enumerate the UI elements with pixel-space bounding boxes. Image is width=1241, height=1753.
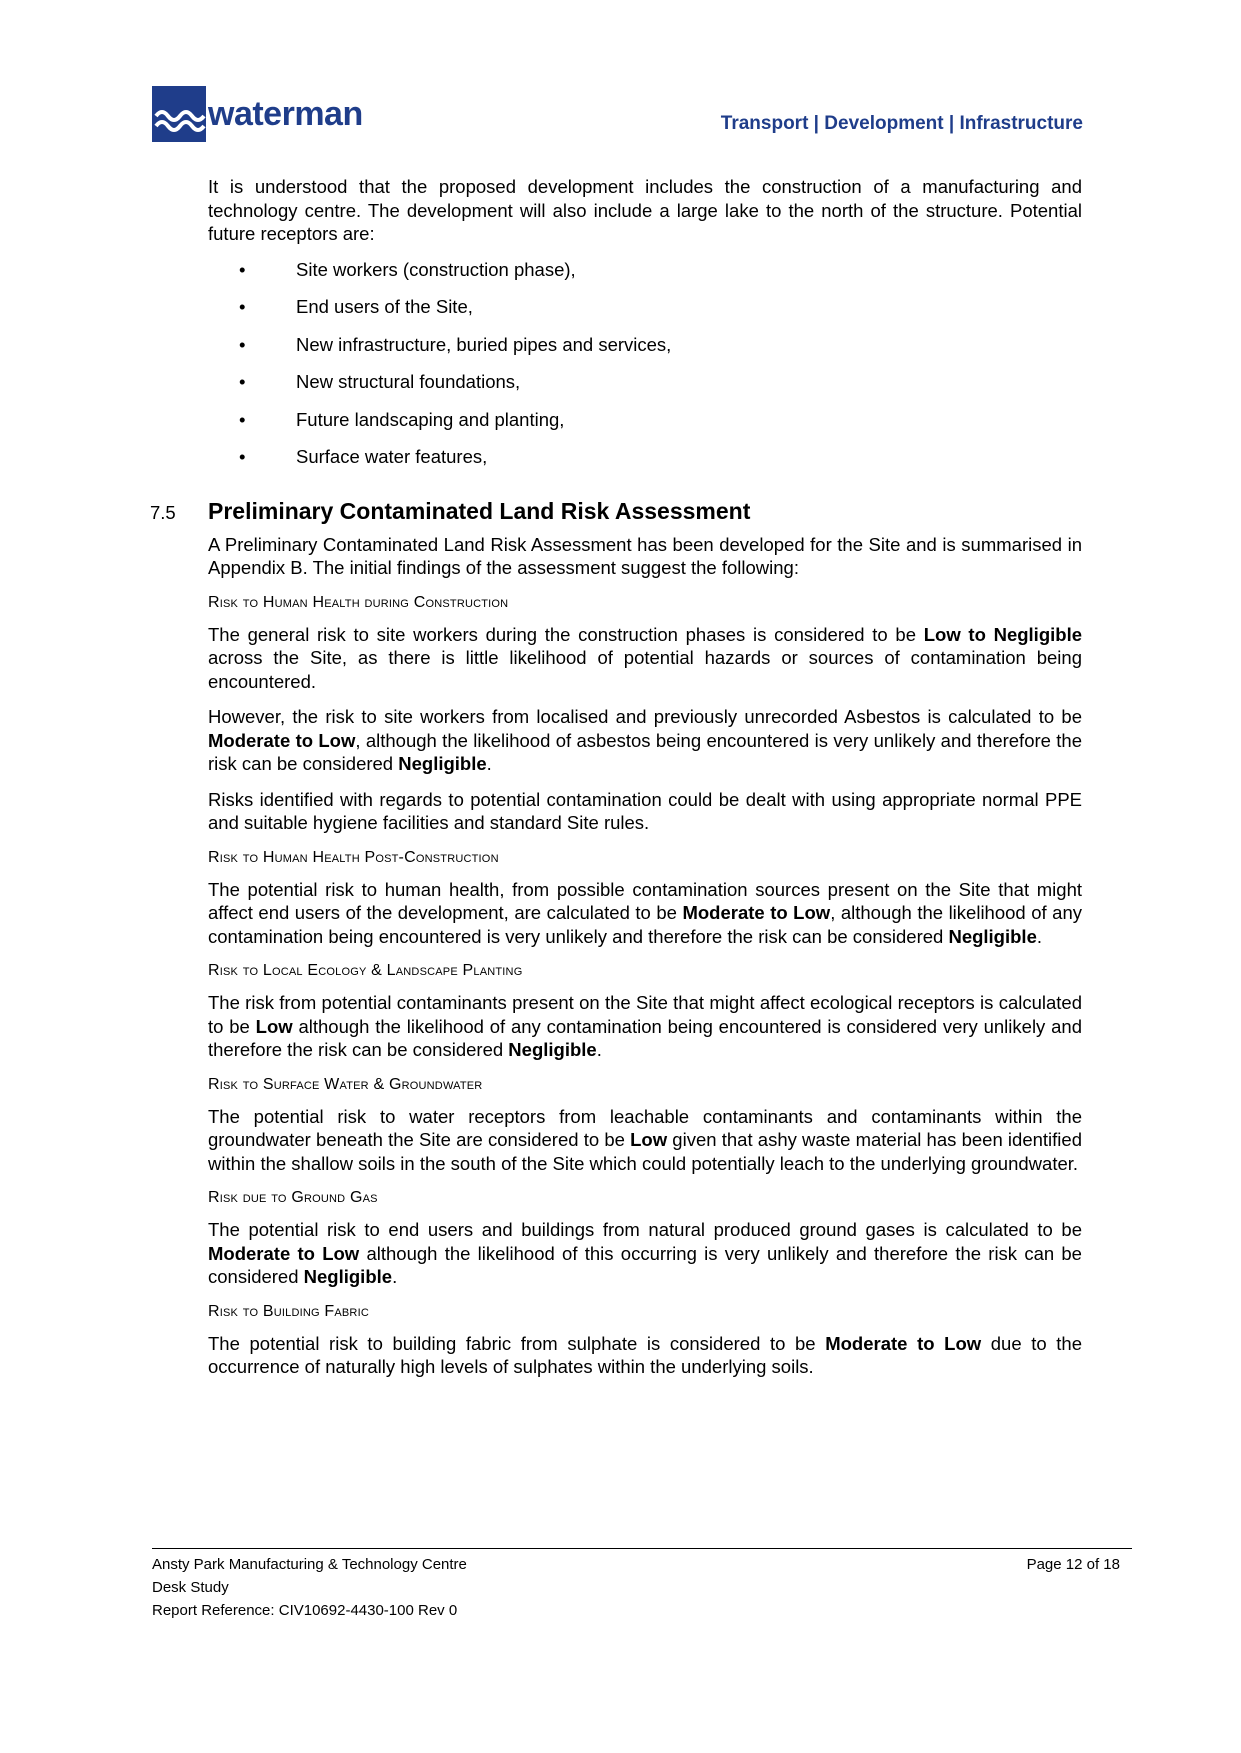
page-number: Page 12 of 18: [1026, 1556, 1120, 1573]
construction-paragraph-1: The general risk to site workers during the construction phases is considered to be Low to Negligible across the Site, as there is little likelihood of potential hazards or sources of contamination being encountered.: [208, 623, 1082, 692]
bullet-icon: •: [239, 258, 246, 280]
document-body: [150, 175, 1082, 1391]
section-number: 7.5: [150, 501, 176, 523]
list-item-text: New infrastructure, buried pipes and services,: [296, 333, 672, 355]
list-item-text: Surface water features,: [296, 446, 488, 467]
subheading-water: Risk to Surface Water & Groundwater: [208, 1075, 483, 1093]
footer-document-type: Desk Study: [152, 1579, 229, 1596]
footer-divider: [152, 1548, 1132, 1549]
waterman-logo: [152, 84, 363, 144]
water-paragraph: The potential risk to water receptors from leachable contaminants and contaminants within the groundwater beneath the Site are considered to be Low given that ashy waste material has been identified within the shallow soils in the south of the Site which could potentially leach to the underlying groundwater.: [208, 1105, 1082, 1174]
list-item-text: End users of the Site,: [296, 296, 473, 317]
list-item: [208, 370, 1082, 408]
construction-paragraph-2: However, the risk to site workers from localised and previously unrecorded Asbestos is calculated to be Moderate to Low, although the likelihood of asbestos being encountered is very unlikely and therefore the risk can be considered Negligible.: [208, 706, 1082, 774]
footer-project-title: Ansty Park Manufacturing & Technology Centre: [152, 1556, 467, 1573]
page-footer: [152, 1553, 1132, 1622]
bullet-icon: •: [239, 371, 246, 392]
section-heading: [150, 497, 1082, 525]
subheading-construction: Risk to Human Health during Construction: [208, 593, 509, 611]
list-item: [208, 258, 1082, 296]
section-intro-paragraph: A Preliminary Contaminated Land Risk Assessment has been developed for the Site and is summarised in Appendix B. The initial findings of the assessment suggest the following:: [208, 533, 1082, 578]
receptor-list: [208, 258, 1082, 483]
list-item: [208, 408, 1082, 446]
building-fabric-paragraph: The potential risk to building fabric from sulphate is considered to be Moderate to Low due to the occurrence of naturally high levels of sulphates within the underlying soils.: [208, 1332, 1082, 1377]
ground-gas-paragraph: The potential risk to end users and buildings from natural produced ground gases is calculated to be Moderate to Low although the likelihood of this occurring is very unlikely and therefore the risk can be considered Negligible.: [208, 1219, 1082, 1287]
list-item-text: New structural foundations,: [296, 371, 521, 392]
logo-wordmark: waterman: [208, 95, 363, 133]
subheading-ecology: Risk to Local Ecology & Landscape Planting: [208, 962, 523, 979]
bullet-icon: •: [239, 296, 246, 317]
subheading-building-fabric: Risk to Building Fabric: [208, 1302, 369, 1320]
list-item: [208, 295, 1082, 333]
list-item-text: Site workers (construction phase),: [296, 258, 576, 280]
list-item: [208, 445, 1082, 483]
footer-report-reference: Report Reference: CIV10692-4430-100 Rev 0: [152, 1602, 458, 1619]
subheading-post-construction: Risk to Human Health Post-Construction: [208, 848, 499, 866]
page-header: [152, 84, 1083, 144]
list-item-text: Future landscaping and planting,: [296, 408, 565, 430]
post-construction-paragraph: The potential risk to human health, from possible contamination sources present on the Site that might affect end users of the development, are calculated to be Moderate to Low, although the likelihood of any contamination being encountered is very unlikely and therefore the risk can be considered Negligible.: [208, 878, 1082, 947]
bullet-icon: •: [239, 446, 246, 467]
subheading-ground-gas: Risk due to Ground Gas: [208, 1189, 378, 1206]
waterman-logo-mark-icon: [152, 86, 206, 142]
list-item: [208, 333, 1082, 371]
section-title: Preliminary Contaminated Land Risk Assessment: [208, 497, 751, 524]
bullet-icon: •: [239, 333, 246, 355]
construction-paragraph-3: Risks identified with regards to potential contamination could be dealt with using appropriate normal PPE and suitable hygiene facilities and standard Site rules.: [208, 788, 1082, 833]
intro-paragraph: It is understood that the proposed development includes the construction of a manufacturing and technology centre. The development will also include a large lake to the north of the structure. Potential future receptors are:: [208, 176, 1082, 244]
ecology-paragraph: The risk from potential contaminants present on the Site that might affect ecological receptors is calculated to be Low although the likelihood of any contamination being encountered is considered very unlikely and therefore the risk can be considered Negligible.: [208, 992, 1082, 1060]
bullet-icon: •: [239, 408, 246, 430]
header-tagline: Transport | Development | Infrastructure: [720, 113, 1083, 134]
